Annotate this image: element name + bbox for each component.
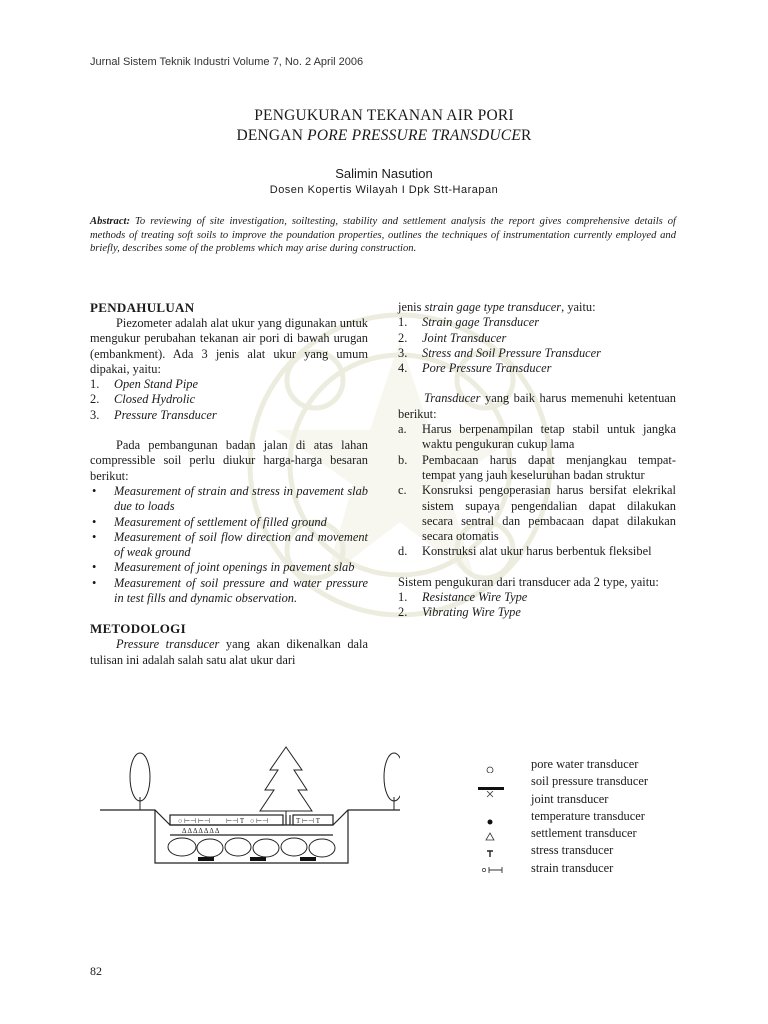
tree-left-icon [130,753,150,810]
joint-cross-icon [474,791,504,808]
legend-item: stress transducer [474,842,694,859]
list-item: 1. Open Stand Pipe [90,377,198,392]
list-item: 3. Pressure Transducer [90,407,217,422]
list-item: d. Konstruksi alat ukur harus berbentuk fleksibel [398,544,652,559]
list-item: 3. Stress and Soil Pressure Transducer [398,345,601,360]
section-heading-pendahuluan: PENDAHULUAN [90,300,195,315]
list-item: • Measurement of soil flow direction and movement of weak ground [90,530,368,561]
requirement-list [398,422,676,560]
ground-line-left [100,810,170,825]
author-affiliation: Dosen Kopertis Wilayah I Dpk Stt-Harapan [269,184,499,196]
legend-item: temperature transducer [474,808,694,825]
stress-tee-icon [474,842,504,859]
figure-legend [474,756,694,877]
list-item: 2. Vibrating Wire Type [398,605,521,620]
system-type-list [398,590,676,621]
paper-title [0,106,768,146]
svg-text:T ⊢⊣ T: T ⊢⊣ T [296,817,320,825]
settlement-triangle-icon [474,825,504,842]
svg-text:○ ⊢⊣ ⊢⊣: ○ ⊢⊣ ⊢⊣ [178,817,211,825]
list-item: • Measurement of settlement of filled ground [90,515,368,530]
journal-header: Jurnal Sistem Teknik Industri Volume 7, No. 2 April 2006 [90,56,364,68]
list-item: 1. Resistance Wire Type [398,590,528,605]
measurement-list [90,484,368,606]
tree-right-icon [384,753,400,810]
right-column [398,300,676,621]
abstract-label: Abstract: [90,216,131,227]
list-item: 2. Joint Transducer [398,330,507,345]
list-item: a. Harus berpenampilan tetap stabil untuk jangka waktu pengukuran cukup lama [398,422,676,452]
legend-item: strain transducer [474,860,694,877]
abstract-text: To reviewing of site investigation, soiltesting, stability and settlement analysis the report gives comprehensive details of methods of treating soft soils to improve the poundation properties, outlines the techniques of instrumentation currently employed and briefly, describes some of the problems which may arise during construction. [90,216,676,255]
soil-pressure-bar-icon [474,773,504,790]
legend-item: pore water transducer [474,756,694,773]
legend-item: soil pressure transducer [474,773,694,790]
temperature-dot-icon [474,808,504,825]
list-item: 1. Strain gage Transducer [398,315,540,330]
intro-paragraph: Piezometer adalah alat ukur yang digunakan untuk mengukur perubahan tekanan air pori di bawah urugan (embankment). Ada 3 jenis alat ukur yang umum dipakai, yaitu: [90,316,368,376]
title-line-1: PENGUKURAN TEKANAN AIR PORI [254,107,514,124]
author-name: Salimin Nasution [335,166,433,181]
legend-item: settlement transducer [474,825,694,842]
title-line-2: DENGAN PORE PRESSURE TRANSDUCER [236,127,532,144]
continuation-paragraph: jenis strain gage type transducer, yaitu: [398,300,596,314]
boulder-layer [168,838,335,857]
piezometer-type-list [90,377,368,423]
list-item: • Measurement of joint openings in pavement slab [90,560,368,575]
svg-text:Δ Δ Δ Δ Δ Δ Δ: Δ Δ Δ Δ Δ Δ Δ [182,827,220,835]
pore-water-circle-icon [474,756,504,773]
method-paragraph: Pressure transducer yang akan dikenalkan dala tulisan ini adalah salah satu alat ukur dari [90,637,368,667]
page-number: 82 [90,964,102,978]
svg-text:⊢⊣ T: ⊢⊣ T [226,817,245,825]
list-item: 2. Closed Hydrolic [90,392,196,407]
pine-tree-icon [260,747,312,815]
svg-text:○ ⊢⊣: ○ ⊢⊣ [250,817,269,825]
list-item: • Measurement of soil pressure and water pressure in test fills and dynamic observation. [90,576,368,607]
ground-line-right [333,810,400,825]
section-heading-metodologi: METODOLOGI [90,621,186,637]
measure-paragraph: Pada pembangunan badan jalan di atas lahan compressible soil perlu diukur harga-harga besaran berikut: [90,438,368,483]
list-item: b. Pembacaan harus dapat menjangkau tempat-tempat yang jauh keseluruhan badan struktur [398,452,676,482]
legend-item: joint transducer [474,791,694,808]
list-item: c. Konsruksi pengoperasian harus bersifat elekrikal sistem supaya pengendalian dapat dilakukan secara sentral dan pembacaan dapat dilakukan secara otomatis [398,483,676,544]
system-paragraph: Sistem pengukuran dari transducer ada 2 type, yaitu: [398,574,659,589]
left-column [90,300,368,668]
requirement-paragraph: Transducer yang baik harus memenuhi ketentuan berikut: [398,391,676,421]
list-item: 4. Pore Pressure Transducer [398,361,552,376]
transducer-type-list [398,315,676,376]
list-item: • Measurement of strain and stress in pavement slab due to loads [90,484,368,515]
embankment-cross-section-figure [100,735,400,870]
abstract [90,215,676,256]
strain-bracket-icon [474,860,504,877]
